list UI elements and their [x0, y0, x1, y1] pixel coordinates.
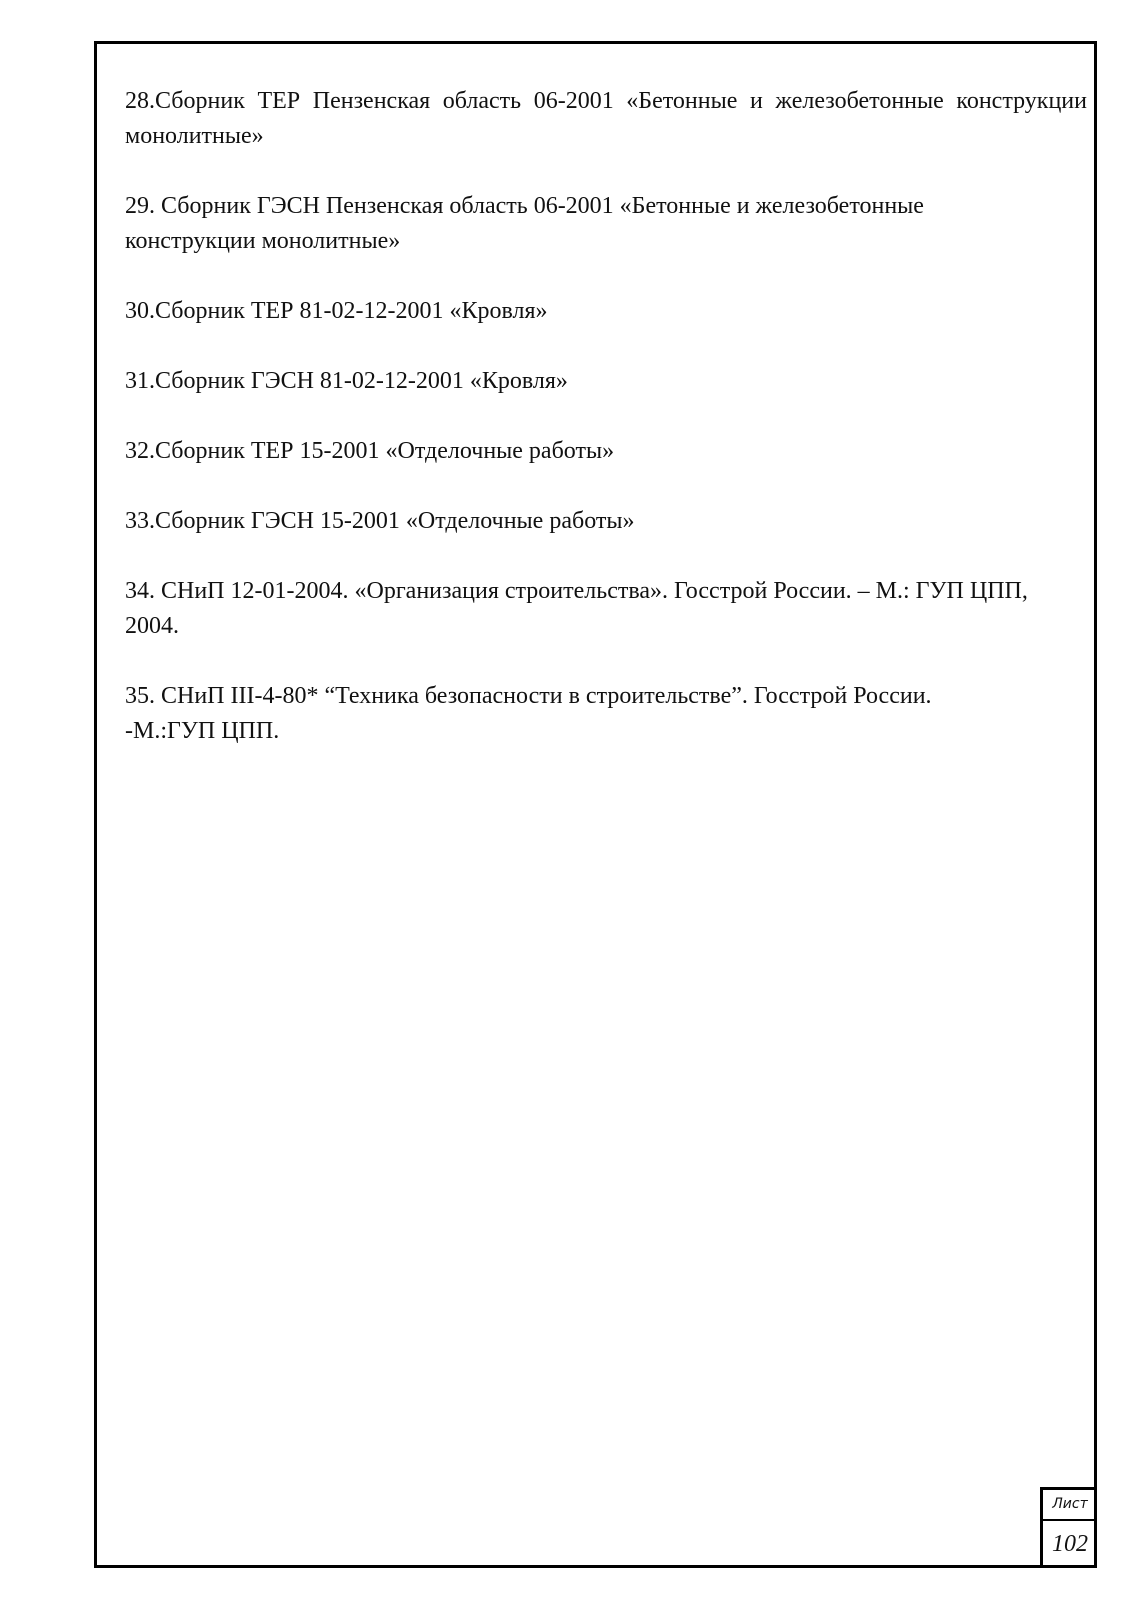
sheet-label: Лист [1043, 1490, 1097, 1521]
reference-item-30: 30.Сборник ТЕР 81-02-12-2001 «Кровля» [125, 298, 548, 324]
reference-item-29: 29. Сборник ГЭСН Пензенская область 06-2001 «Бетонные и железобетонные конструкции монолитные» [125, 193, 924, 254]
reference-item-31: 31.Сборник ГЭСН 81-02-12-2001 «Кровля» [125, 368, 568, 394]
reference-item-35: 35. СНиП III-4-80* “Техника безопасности в строительстве”. Госстрой России. -М.:ГУП ЦПП. [125, 683, 932, 744]
reference-item-32: 32.Сборник ТЕР 15-2001 «Отделочные работы» [125, 438, 615, 464]
reference-item-28: 28.Сборник ТЕР Пензенская область 06-2001 «Бетонные и железобетонные конструкции монолитные» [125, 88, 1087, 149]
sheet-number: 102 [1052, 1531, 1088, 1557]
reference-item-34: 34. СНиП 12-01-2004. «Организация строительства». Госстрой России. – М.: ГУП ЦПП, 2004. [125, 578, 1028, 639]
reference-item-33: 33.Сборник ГЭСН 15-2001 «Отделочные работы» [125, 508, 635, 534]
title-block [1040, 1487, 1097, 1568]
reference-list [125, 84, 1087, 784]
